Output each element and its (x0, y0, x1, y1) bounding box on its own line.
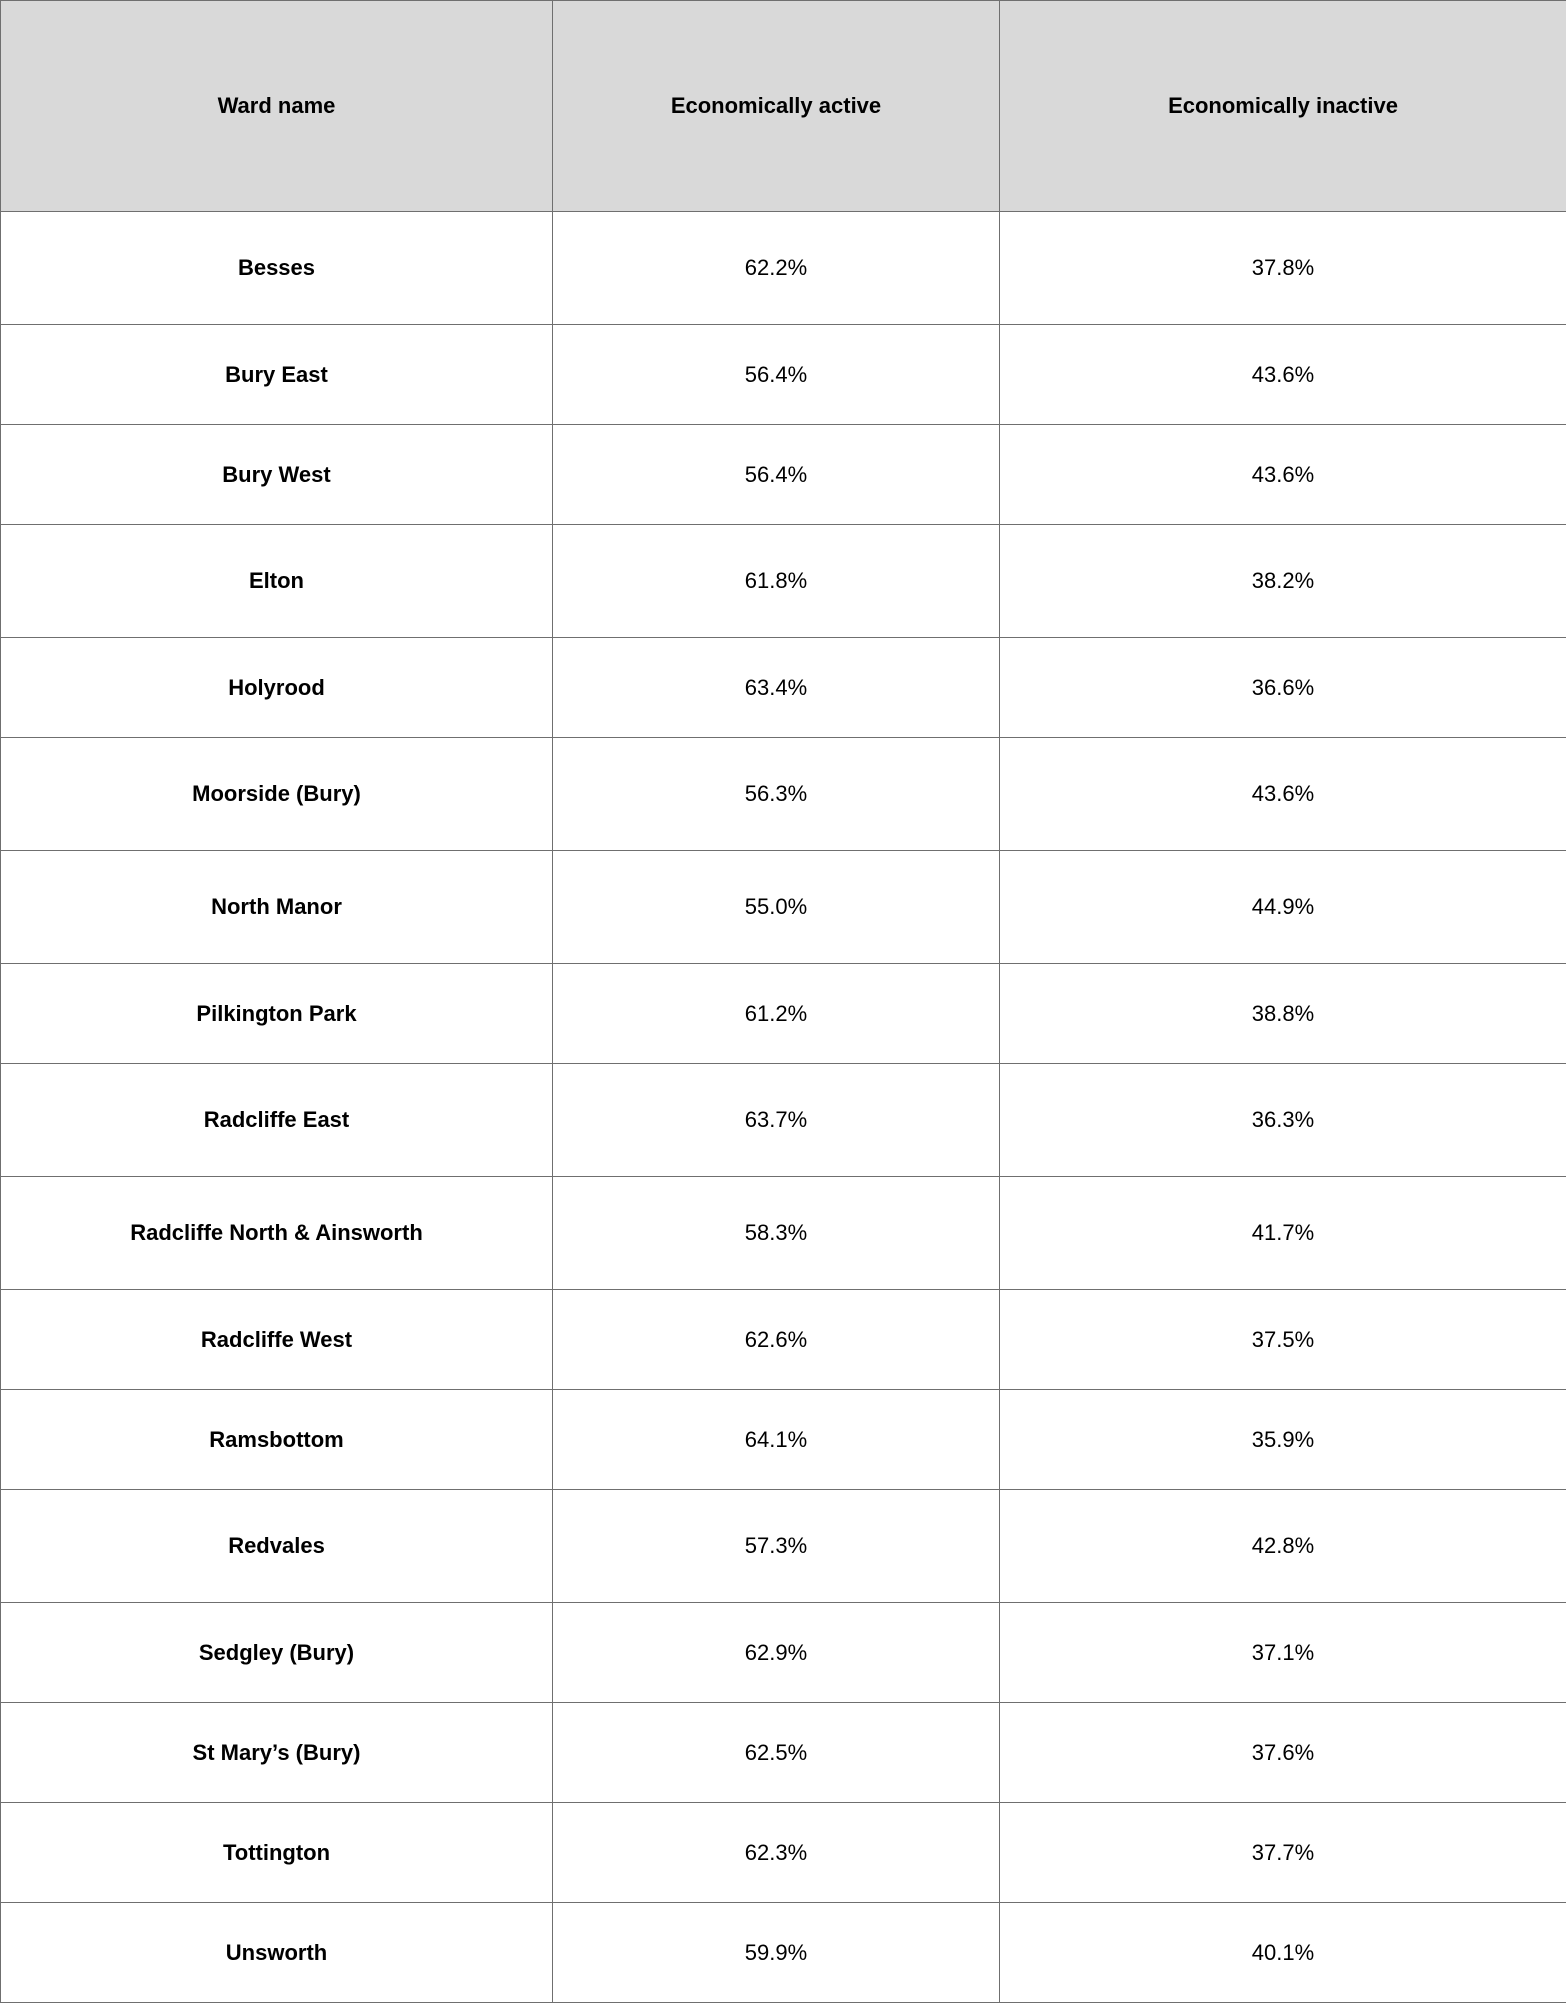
table-row (1, 638, 1566, 738)
economically-active-cell: 62.3% (553, 1803, 1000, 1903)
economically-inactive-cell: 43.6% (1000, 738, 1566, 851)
ward-name-cell: Radcliffe North & Ainsworth (1, 1177, 553, 1290)
economically-active-cell: 55.0% (553, 851, 1000, 964)
economically-inactive-cell: 37.1% (1000, 1603, 1566, 1703)
table-row (1, 738, 1566, 851)
economically-inactive-cell: 44.9% (1000, 851, 1566, 964)
table-header (1, 1, 1566, 212)
ward-name-cell: Pilkington Park (1, 964, 553, 1064)
economically-active-cell: 56.4% (553, 425, 1000, 525)
economically-active-cell: 62.6% (553, 1290, 1000, 1390)
economically-active-cell: 62.5% (553, 1703, 1000, 1803)
table-row (1, 1490, 1566, 1603)
economically-inactive-cell: 36.3% (1000, 1064, 1566, 1177)
economically-active-cell: 57.3% (553, 1490, 1000, 1603)
ward-name-cell: Redvales (1, 1490, 553, 1603)
table-body (1, 212, 1566, 2003)
ward-name-cell: Moorside (Bury) (1, 738, 553, 851)
header-row (1, 1, 1566, 212)
economically-active-cell: 61.8% (553, 525, 1000, 638)
table-row (1, 851, 1566, 964)
economically-inactive-cell: 36.6% (1000, 638, 1566, 738)
ward-name-cell: Holyrood (1, 638, 553, 738)
economically-active-cell: 61.2% (553, 964, 1000, 1064)
economically-inactive-cell: 37.8% (1000, 212, 1566, 325)
economically-active-cell: 62.2% (553, 212, 1000, 325)
ward-name-cell: Sedgley (Bury) (1, 1603, 553, 1703)
table-row (1, 1603, 1566, 1703)
header-ward-name: Ward name (1, 1, 553, 212)
ward-name-cell: North Manor (1, 851, 553, 964)
table-row (1, 1803, 1566, 1903)
economically-active-cell: 56.3% (553, 738, 1000, 851)
ward-name-cell: Bury West (1, 425, 553, 525)
economically-inactive-cell: 43.6% (1000, 425, 1566, 525)
table-row (1, 1177, 1566, 1290)
ward-name-cell: Radcliffe East (1, 1064, 553, 1177)
economically-inactive-cell: 37.6% (1000, 1703, 1566, 1803)
economically-inactive-cell: 41.7% (1000, 1177, 1566, 1290)
table-row (1, 1064, 1566, 1177)
ward-name-cell: Tottington (1, 1803, 553, 1903)
ward-name-cell: Ramsbottom (1, 1390, 553, 1490)
economically-active-cell: 59.9% (553, 1903, 1000, 2003)
economically-active-cell: 63.4% (553, 638, 1000, 738)
economically-inactive-cell: 38.8% (1000, 964, 1566, 1064)
economically-active-cell: 58.3% (553, 1177, 1000, 1290)
economically-inactive-cell: 37.7% (1000, 1803, 1566, 1903)
economically-inactive-cell: 37.5% (1000, 1290, 1566, 1390)
table-row (1, 1290, 1566, 1390)
economically-active-cell: 56.4% (553, 325, 1000, 425)
table-row (1, 425, 1566, 525)
header-economically-active: Economically active (553, 1, 1000, 212)
ward-name-cell: Radcliffe West (1, 1290, 553, 1390)
ward-name-cell: Unsworth (1, 1903, 553, 2003)
economically-active-cell: 62.9% (553, 1603, 1000, 1703)
ward-name-cell: St Mary’s (Bury) (1, 1703, 553, 1803)
ward-name-cell: Besses (1, 212, 553, 325)
economically-inactive-cell: 42.8% (1000, 1490, 1566, 1603)
table-row (1, 1703, 1566, 1803)
table-row (1, 1390, 1566, 1490)
table-row (1, 1903, 1566, 2003)
ward-name-cell: Elton (1, 525, 553, 638)
table-row (1, 525, 1566, 638)
table-row (1, 325, 1566, 425)
header-economically-inactive: Economically inactive (1000, 1, 1566, 212)
economically-active-cell: 63.7% (553, 1064, 1000, 1177)
economically-inactive-cell: 40.1% (1000, 1903, 1566, 2003)
economically-inactive-cell: 38.2% (1000, 525, 1566, 638)
ward-name-cell: Bury East (1, 325, 553, 425)
table-row (1, 964, 1566, 1064)
economically-inactive-cell: 35.9% (1000, 1390, 1566, 1490)
economically-active-cell: 64.1% (553, 1390, 1000, 1490)
economically-inactive-cell: 43.6% (1000, 325, 1566, 425)
table-row (1, 212, 1566, 325)
